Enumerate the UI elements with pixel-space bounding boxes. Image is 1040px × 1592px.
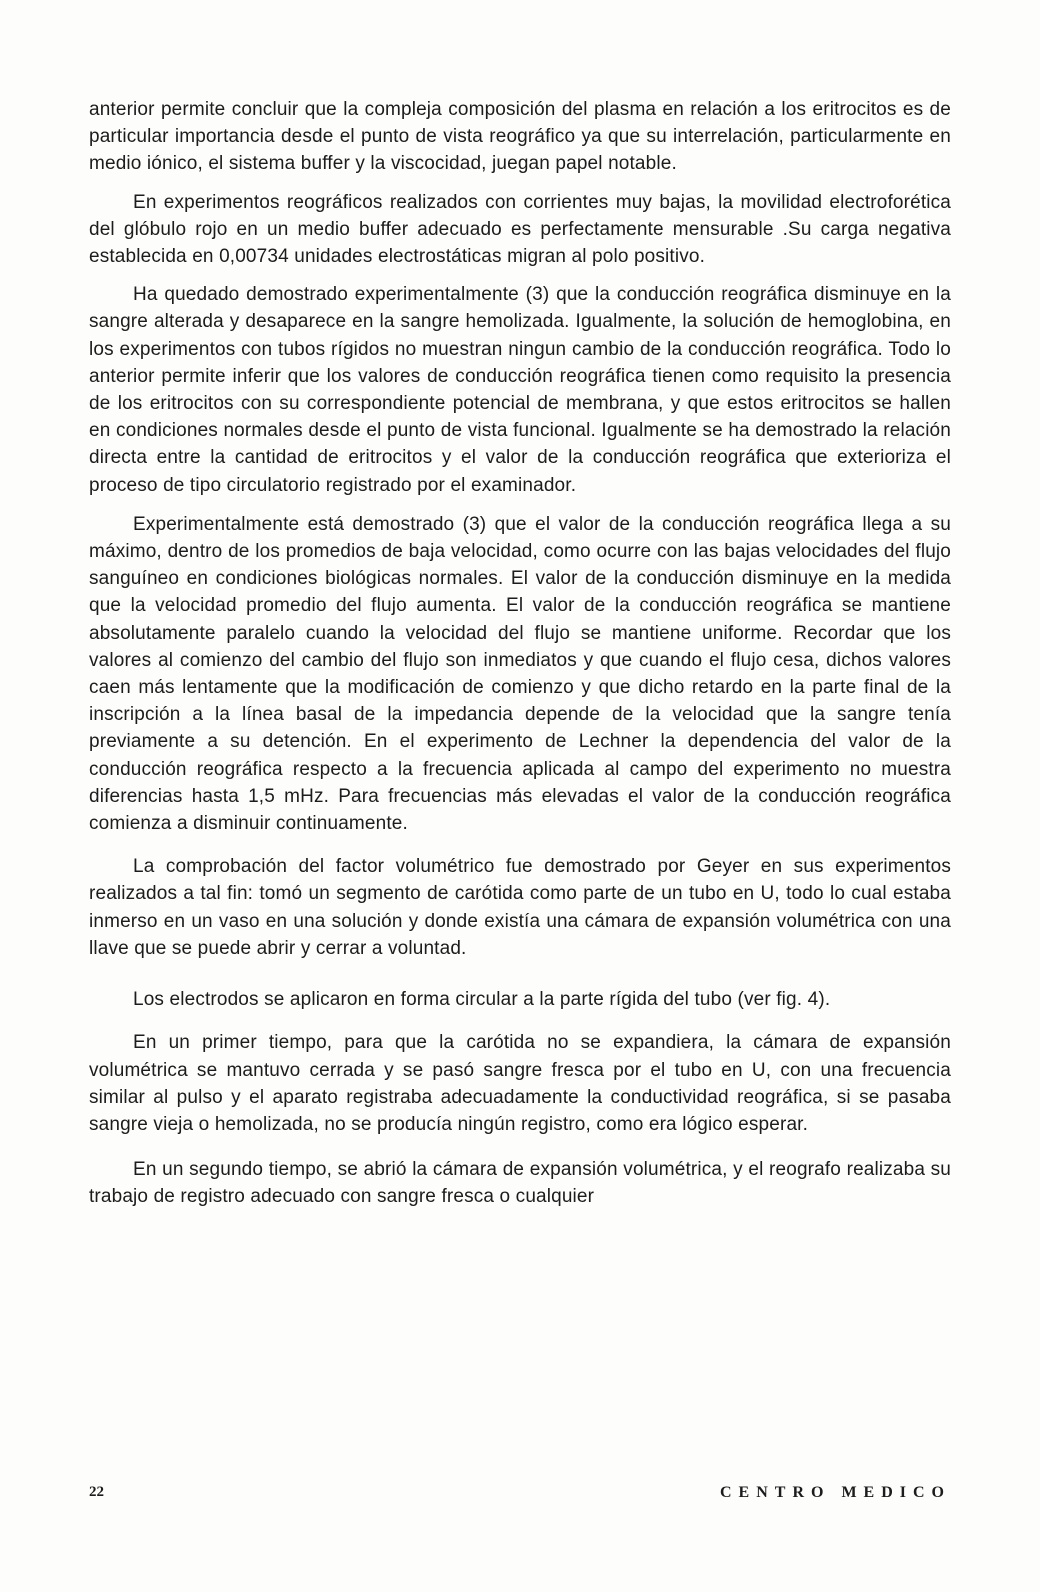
paragraph-8: En un segundo tiempo, se abrió la cámara de expansión volumétrica, y el reografo realizaba su trabajo de registro adecuado con sangre fresca o cualquier bbox=[89, 1159, 951, 1208]
journal-name: CENTRO MEDICO bbox=[719, 1484, 951, 1501]
paragraph-5: La comprobación del factor volumétrico fue demostrado por Geyer en sus experimentos realizados a tal fin: tomó un segmento de carótida como parte de un tubo en U, todo lo cual estaba inmerso en un vaso en una solución y donde existía una cámara de expansión volumétrica con una llave que se puede abrir y cerrar a voluntad. bbox=[89, 856, 951, 959]
paragraph-4: Experimentalmente está demostrado (3) que el valor de la conducción reográfica llega a su máximo, dentro de los promedios de baja velocidad, como ocurre con las bajas velocidades del flujo sanguíneo en condiciones biológicas normales. El valor de la conducción disminuye en la medida que la velocidad promedio del flujo aumenta. El valor de la conducción reográfica se mantiene absolutamente paralelo cuando la velocidad del flujo se mantiene uniforme. Recordar que los valores al comienzo del cambio del flujo son inmediatos y que cuando el flujo cesa, dichos valores caen más lentamente que la modificación de comienzo y que dicho retardo en la parte final de la inscripción a la línea basal de la impedancia depende de la velocidad que la sangre tenía previamente a su detención. En el experimento de Lechner la dependencia del valor de la conducción reográfica respecto a la frecuencia aplicada al campo del experimento no muestra diferencias hasta 1,5 mHz. Para frecuencias más elevadas el valor de la conducción reográfica comienza a disminuir continuamente. bbox=[89, 513, 951, 835]
paragraph-2: En experimentos reográficos realizados con corrientes muy bajas, la movilidad electroforética del glóbulo rojo en un medio buffer adecuado es perfectamente mensurable .Su carga negativa establecida en 0,00734 unidades electrostáticas migran al polo positivo. bbox=[89, 191, 951, 268]
page-number: 22 bbox=[89, 1484, 104, 1500]
paragraph-1: anterior permite concluir que la compleja composición del plasma en relación a los eritrocitos es de particular importancia desde el punto de vista reográfico ya que su interrelación, particularmente en medio iónico, el sistema buffer y la viscocidad, juegan papel notable. bbox=[89, 99, 951, 175]
page-footer bbox=[89, 1484, 951, 1508]
article-body bbox=[89, 96, 951, 1223]
paragraph-7: En un primer tiempo, para que la carótida no se expandiera, la cámara de expansión volumétrica se mantuvo cerrada y se pasó sangre fresca por el tubo en U, con una frecuencia similar al pulso y el aparato registraba adecuadamente la conductividad reográfica, si se pasaba sangre vieja o hemolizada, no se producía ningún registro, como era lógico esperar. bbox=[89, 1032, 951, 1135]
paragraph-3: Ha quedado demostrado experimentalmente (3) que la conducción reográfica disminuye en la sangre alterada y desaparece en la sangre hemolizada. Igualmente, la solución de hemoglobina, en los experimentos con tubos rígidos no muestran ningun cambio de la conducción reográfica. Todo lo anterior permite inferir que los valores de conducción reográfica tienen como requisito la presencia de los eritrocitos con su correspondiente potencial de membrana, y que estos eritrocitos se hallen en condiciones normales desde el punto de vista funcional. Igualmente se ha demostrado la relación directa entre la cantidad de eritrocitos y el valor de la conducción reográfica que exterioriza el proceso de tipo circulatorio registrado por el examinador. bbox=[89, 284, 951, 496]
paragraph-6: Los electrodos se aplicaron en forma circular a la parte rígida del tubo (ver fig. 4). bbox=[133, 989, 831, 1011]
